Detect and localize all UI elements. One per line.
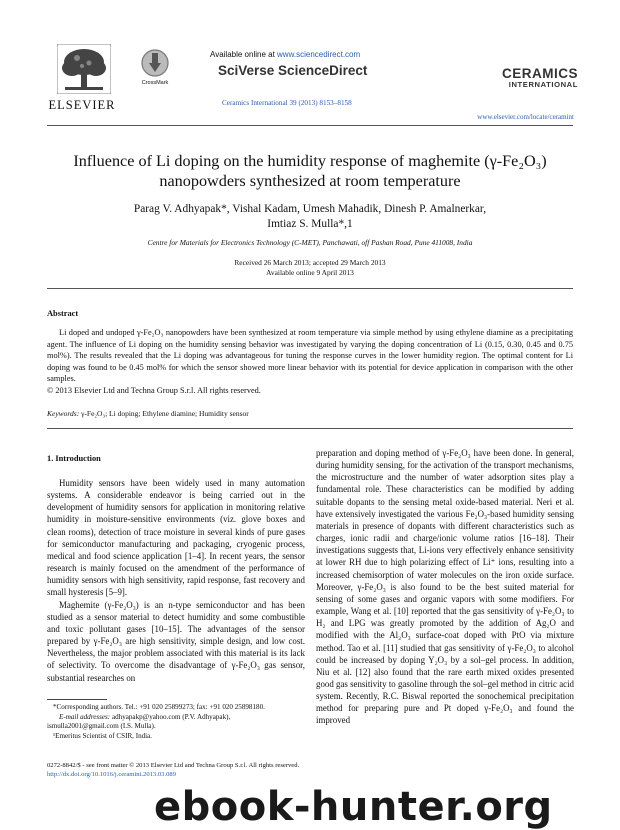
title-line-1: Influence of Li doping on the humidity response of maghemite (γ-Fe₂O₃)	[73, 152, 547, 170]
right-column	[316, 447, 574, 727]
intro-paragraph-3: preparation and doping method of γ-Fe₂O₃ have been done. In general, during humidity sensing, for the activation of the transport mechanisms, the microstructure and the number of water adsorption sites play a fundamental role. These characteristics can be modified by adding suitable dopants to the sensing metal oxide-based material. Neri et al. have extensively investigated the various Fe₂O₃-based humidity sensing materials in presence of dopants with different characteristics such as charges, ionic radii and charge/ionic volume ratios [16–18]. Their investigations suggests that, Li-ions very effectively enhance sensitivity at lower RH due to high polarizing effect of Li⁺ ions, resulting into a increased chemisorption of water molecules on the iron oxide surface. Moreover, γ-Fe₂O₃ is also found to be the best suited material for sensing of some gases and organic vapors with some modifiers. For example, Wang et al. [10] reported that the gas sensitivity of γ-Fe₂O₃ to H₂ and LPG was greatly promoted by the addition of Ag₂O and modified with the Al₂O₃ surface-coat doped with PtO via mixture method. Tao et al. [11] studied that gas sensitivity of γ-Fe₂O₃ to alcohol could be increased by doping Y₂O₃ by a sol–gel process. In addition, Niu et al. [12] also found that the rare earth mixed oxides presented good gas sensitivity to gasoline through the sol–gel method in citric acid system. Recently, R.C. Biswal reported the sonochemical precipitation method for preparing pure and Pt doped γ-Fe₂O₃ and found the improved	[316, 448, 574, 726]
left-column	[47, 477, 305, 684]
journal-brand-line2: INTERNATIONAL	[508, 80, 578, 89]
corresponding-note: *Corresponding authors. Tel.: +91 020 25899273; fax: +91 020 25898180.	[53, 703, 265, 711]
section-heading-introduction: 1. Introduction	[47, 454, 101, 463]
watermark: ebook-hunter.org	[154, 784, 553, 830]
crossmark-label: CrossMark	[141, 80, 169, 86]
sciencedirect-link[interactable]: www.sciencedirect.com	[277, 50, 361, 59]
crossmark-icon	[140, 48, 170, 78]
abstract-copyright: © 2013 Elsevier Ltd and Techna Group S.r.l. All rights reserved.	[47, 385, 261, 395]
journal-url[interactable]: www.elsevier.com/locate/ceramint	[477, 113, 574, 121]
journal-brand-line1: CERAMICS	[501, 66, 578, 81]
emeritus-note: ¹Emeritus Scientist of CSIR, India.	[53, 731, 153, 740]
doi-link[interactable]: http://dx.doi.org/10.1016/j.ceramint.2013.03.089	[47, 771, 176, 778]
crossmark-badge[interactable]	[137, 48, 173, 88]
elsevier-wordmark: ELSEVIER	[48, 98, 116, 112]
footer	[47, 761, 573, 779]
issn-line: 0272-8842/$ - see front matter © 2013 Elsevier Ltd and Techna Group S.r.l. All rights reserved.	[47, 762, 300, 769]
abstract-body	[47, 327, 573, 397]
available-online: Available online at www.sciencedirect.com	[210, 50, 361, 59]
abstract-heading: Abstract	[47, 309, 79, 318]
keywords	[47, 409, 249, 418]
intro-paragraph-1: Humidity sensors have been widely used in many automation systems. A considerable endeavor is being carried out in the development of humidity sensors for application in monitoring relative humidity in moisture-sensitive environments (viz. glove boxes and clean rooms), detection of trace moisture in several kinds of pure gases for semiconductor manufacturing and packaging, cryogenic process, medical and food science application [1–4]. In recent years, the sensor research is mainly focused on the amendment of the performance of humidity sensors with high sensitivity, rapid response, fast recovery and small hysteresis [5–9].	[47, 478, 305, 598]
affiliation: Centre for Materials for Electronics Technology (C-MET), Panchawati, off Pashan Road, Pune 411008, India	[147, 238, 473, 247]
journal-citation[interactable]: Ceramics International 39 (2013) 8153–8158	[222, 99, 352, 107]
authors-line-2: Imtiaz S. Mulla*,1	[267, 218, 353, 230]
available-online-date: Available online 9 April 2013	[266, 268, 354, 277]
footnote-rule	[47, 699, 107, 700]
keywords-label: Keywords:	[47, 409, 80, 418]
journal-brand	[494, 66, 578, 89]
elsevier-tree-icon	[57, 44, 111, 94]
header-divider	[47, 125, 573, 126]
article-title	[30, 152, 590, 191]
abstract-top-divider	[47, 288, 573, 289]
footnotes	[47, 703, 305, 741]
email-values-2[interactable]: ismulla2001@gmail.com (I.S. Mulla).	[47, 722, 156, 731]
authors	[30, 202, 590, 232]
sciverse-brand: SciVerse ScienceDirect	[218, 63, 368, 78]
elsevier-logo	[47, 40, 117, 110]
intro-paragraph-2: Maghemite (γ-Fe₂O₃) is an n-type semiconductor and has been studied as a sensor material to detect humidity and some combustible and toxic pollutant gases [10–15]. The advantages of the sensor prepared by γ-Fe₂O₃ are high sensitivity, simple design, and low cost. Nevertheless, the major problem associated with this material is its lack of selectivity. To overcome the disadvantage of γ-Fe₂O₃ gas sensor, substantial researches on	[47, 599, 305, 683]
keywords-list: γ-Fe₂O₃; Li doping; Ethylene diamine; Humidity sensor	[79, 409, 249, 418]
authors-line-1: Parag V. Adhyapak*, Vishal Kadam, Umesh Mahadik, Dinesh P. Amalnerkar,	[133, 203, 487, 215]
title-line-2: nanopowders synthesized at room temperature	[159, 171, 461, 190]
received-date: Received 26 March 2013; accepted 29 March 2013	[234, 258, 386, 267]
email-values[interactable]: adhyapakp@yahoo.com (P.V. Adhyapak),	[110, 712, 231, 721]
abstract-bottom-divider	[47, 428, 573, 429]
article-dates	[30, 258, 590, 278]
email-label: E-mail addresses:	[59, 712, 111, 721]
abstract-text: Li doped and undoped γ-Fe₂O₃ nanopowders have been synthesized at room temperature via simple method by using ethylene diamine as a precipitating agent. The influence of Li doping on the humidity sensing behavior was investigated by varying the doping concentration of Li (0.15, 0.30, 0.45 and 0.75 mol%). The results revealed that the Li doping was advantageous for tuning the response curves in the lower humidity region. The optimal content for Li doping was found to be 0.45 mol% for which the sensor showed more linear behavior with its potential for device application in comparison with the other samples.	[47, 328, 573, 384]
